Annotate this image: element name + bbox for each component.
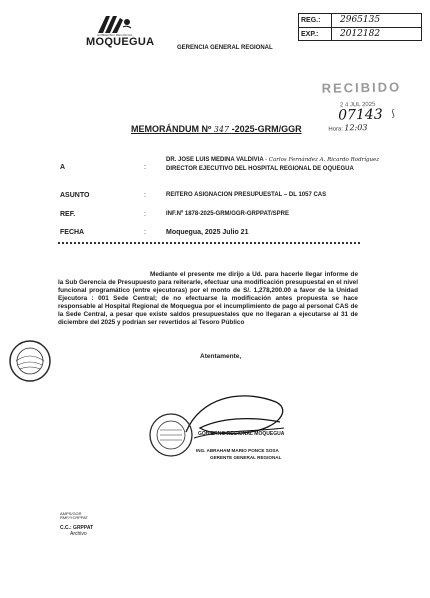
field-colon: : bbox=[144, 211, 146, 218]
office-heading: GERENCIA GENERAL REGIONAL bbox=[177, 45, 273, 51]
logo-caption: GOBIERNO REGIONAL bbox=[97, 33, 133, 37]
field-label-ref: REF. bbox=[60, 211, 76, 218]
registry-value: 2965135 bbox=[340, 15, 381, 25]
expedient-label: EXP.: bbox=[299, 28, 332, 41]
field-colon: : bbox=[144, 192, 146, 199]
regional-seal-left bbox=[8, 339, 52, 383]
recipient-role: DIRECTOR EJECUTIVO DEL HOSPITAL REGIONAL DE OQUEGUA bbox=[166, 166, 354, 172]
logo-text: MOQUEGUA bbox=[86, 36, 155, 48]
cc-archive: Archivo bbox=[70, 531, 87, 537]
signatory-role: GERENTE GENERAL REGIONAL bbox=[210, 455, 282, 460]
field-label-subject: ASUNTO bbox=[60, 192, 90, 199]
signatory-name: ING. ABRAHAM MARIO PONCE SOSA bbox=[196, 448, 279, 453]
field-label-to: A bbox=[60, 164, 66, 171]
received-hour: 12:03 bbox=[344, 122, 368, 133]
regional-seal-right bbox=[148, 412, 194, 458]
registry-row bbox=[299, 14, 421, 27]
signature-stamp bbox=[194, 428, 298, 468]
field-label-date: FECHA bbox=[60, 229, 85, 236]
memo-title-suffix: -2025-GRM/GGR bbox=[231, 124, 302, 134]
received-number: 07143 bbox=[337, 106, 383, 124]
closing: Atentamente, bbox=[200, 353, 242, 360]
expedient-value: 2012182 bbox=[340, 29, 381, 39]
field-value-ref: INF.Nº 1878-2025-GRM/GGR-GRPPAT/SPRE bbox=[166, 211, 289, 217]
received-signature: ʃ bbox=[390, 108, 396, 118]
memo-body: Mediante el presente me dirijo a Ud. para hacerle llegar informe de la Sub Gerencia de Presupuesto para reiterarle, efectuar una modificación presupuestal en el nivel funcional programático (entre ejecutoras) por el monto de S/. 1,278,200.00 a favor de la Unidad Ejecutora : 001 Sede Central; de no efectuarse la modificación antes propuesta se hace responsable al Hospital Regional de Moquegua por el incumplimiento de pago al personal CAS de la Sede Central, a pesar que existe saldos presupuestales que no llegaran a ejecutarse al 31 de diciembre del 2025 y podrían ser revertidos al Tesoro Público bbox=[58, 271, 358, 326]
field-value-to bbox=[166, 157, 379, 163]
received-stamp bbox=[313, 75, 418, 141]
moquegua-logo-mark bbox=[92, 14, 134, 34]
handwritten-note: - Carlos Fernández A. Ricardo Rodríguez bbox=[265, 157, 380, 163]
field-value-date: Moquegua, 2025 Julio 21 bbox=[166, 229, 249, 236]
field-colon: : bbox=[144, 164, 146, 171]
field-value-subject: REITERO ASIGNACION PRESUPUESTAL – DL 1057 CAS bbox=[166, 192, 327, 198]
dotted-divider bbox=[58, 242, 360, 244]
received-title: RECIBIDO bbox=[321, 79, 402, 96]
memo-title bbox=[131, 124, 302, 134]
received-date: 2 4 JUL 2025 bbox=[339, 101, 376, 109]
signature-org: GOBIERNO REGIONAL MOQUEGUA bbox=[198, 431, 285, 437]
memo-title-prefix: MEMORÁNDUM Nº bbox=[131, 124, 212, 134]
recipient-name: DR. JOSE LUIS MEDINA VALDIVIA bbox=[166, 157, 264, 163]
initials-line: AMPS/GGR bbox=[60, 511, 82, 516]
cc-label: C.C.: GRPPAT bbox=[60, 525, 94, 531]
registry-row bbox=[299, 27, 421, 41]
registry-label: REG.: bbox=[299, 14, 332, 27]
memo-number: 347 bbox=[213, 125, 230, 134]
registry-box bbox=[298, 13, 422, 41]
received-hour-label: Hora: bbox=[328, 126, 344, 133]
field-colon: : bbox=[144, 229, 146, 236]
initials-line: RMF/YCRPPAT bbox=[60, 515, 89, 520]
